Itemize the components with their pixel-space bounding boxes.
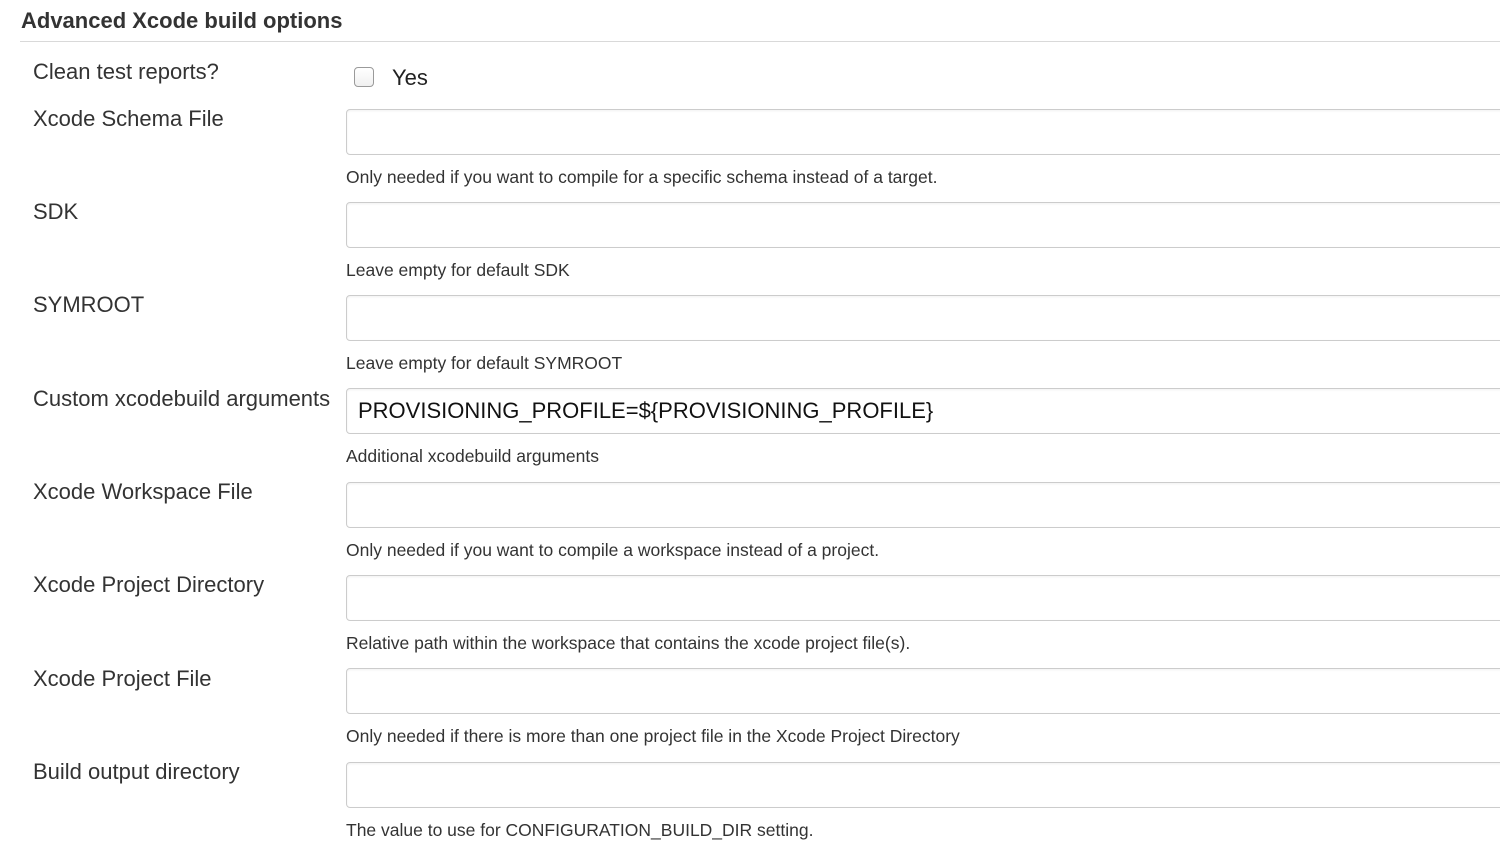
clean-test-reports-label: Clean test reports? [33,59,219,84]
symroot-label: SYMROOT [33,292,145,317]
xcode-workspace-file-label: Xcode Workspace File [33,479,253,504]
build-output-directory-help: The value to use for CONFIGURATION_BUILD_DIR setting. [346,820,814,840]
xcode-project-file-help: Only needed if there is more than one project file in the Xcode Project Directory [346,726,960,746]
clean-test-reports-checkbox[interactable] [354,67,374,87]
xcode-schema-file-help: Only needed if you want to compile for a specific schema instead of a target. [346,167,938,187]
xcode-project-file-label: Xcode Project File [33,666,212,691]
xcode-schema-file-input[interactable] [346,109,1500,155]
custom-xcodebuild-arguments-help: Additional xcodebuild arguments [346,446,599,466]
xcode-project-directory-input[interactable] [346,575,1500,621]
xcode-project-file-input[interactable] [346,668,1500,714]
xcode-project-directory-label: Xcode Project Directory [33,572,265,597]
xcode-schema-file-label: Xcode Schema File [33,106,224,131]
section-title: Advanced Xcode build options [21,8,343,33]
sdk-label: SDK [33,199,79,224]
build-output-directory-label: Build output directory [33,759,240,784]
xcode-workspace-file-help: Only needed if you want to compile a workspace instead of a project. [346,540,880,560]
clean-test-reports-checkbox-label[interactable]: Yes [392,65,428,90]
custom-xcodebuild-arguments-label: Custom xcodebuild arguments [33,386,331,411]
sdk-input[interactable] [346,202,1500,248]
symroot-help: Leave empty for default SYMROOT [346,353,623,373]
sdk-help: Leave empty for default SDK [346,260,570,280]
xcode-workspace-file-input[interactable] [346,482,1500,528]
section-divider [20,41,1500,42]
symroot-input[interactable] [346,295,1500,341]
xcode-project-directory-help: Relative path within the workspace that contains the xcode project file(s). [346,633,911,653]
custom-xcodebuild-arguments-input[interactable] [346,388,1500,434]
build-output-directory-input[interactable] [346,762,1500,808]
